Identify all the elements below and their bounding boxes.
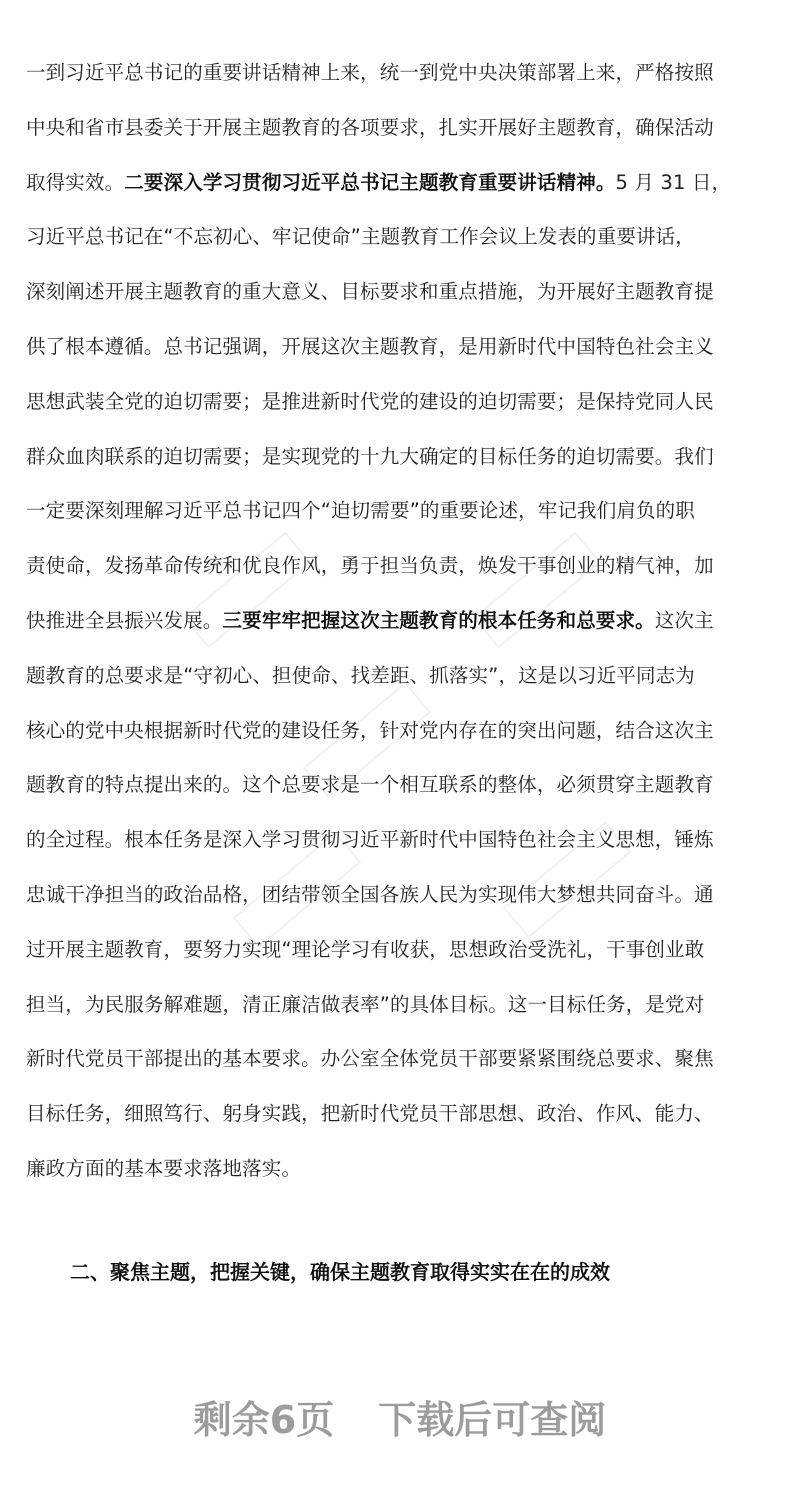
text-line [26,320,786,375]
bold-text-run: 二要深入学习贯彻习近平总书记主题教育重要讲话精神。 [124,170,616,194]
text-run: 中央和省市县委关于开展主题教育的各项要求，扎实开展好主题教育，确保活动 [26,115,714,139]
text-run: 快推进全县振兴发展。 [26,608,223,632]
text-run: 廉政方面的基本要求落地落实。 [26,1156,302,1180]
text-run: 一定要深刻理解习近平总书记四个“迫切需要”的重要论述，牢记我们肩负的职 [26,499,695,523]
text-run: 取得实效。 [26,170,125,194]
text-run: 深刻阐述开展主题教育的重大意义、目标要求和重点措施，为开展好主题教育提 [26,280,714,304]
text-run: 新时代党员干部提出的基本要求。办公室全体党员干部要紧紧围绕总要求、聚焦 [26,1047,714,1071]
bold-text-run: 三要牢牢把握这次主题教育的根本任务和总要求。 [222,608,655,632]
text-run: 习近平总书记在“不忘初心、牢记使命”主题教育工作会议上发表的重要讲话， [26,225,695,249]
text-run: 供了根本遵循。总书记强调，开展这次主题教育，是用新时代中国特色社会主义 [26,334,714,358]
section-heading: 二、聚焦主题，把握关键，确保主题教育取得实实在在的成效 [70,1260,610,1284]
text-line [26,649,786,704]
text-line [26,758,786,813]
text-line [26,978,786,1033]
text-line [26,868,786,923]
text-line [26,101,786,156]
text-run: 责使命，发扬革命传统和优良作风，勇于担当负责，焕发干事创业的精气神，加 [26,554,714,578]
text-run: 的全过程。根本任务是深入学习贯彻习近平新时代中国特色社会主义思想，锤炼 [26,828,714,852]
text-run: 一到习近平总书记的重要讲话精神上来，统一到党中央决策部署上来，严格按照 [26,61,714,84]
text-run: 目标任务，细照笃行、躬身实践，把新时代党员干部思想、政治、作风、能力、 [26,1102,714,1126]
text-line [26,46,786,101]
text-run: 思想武装全党的迫切需要；是推进新时代党的建设的迫切需要；是保持党同人民 [26,389,714,413]
text-line [26,484,786,539]
text-run: 5 月 31 日， [615,170,732,194]
text-line [26,210,786,265]
text-line [26,156,786,211]
text-run: 群众血肉联系的迫切需要；是实现党的十九大确定的目标任务的迫切需要。我们 [26,444,714,468]
text-line [26,1032,786,1087]
text-line [26,375,786,430]
text-run: 过开展主题教育，要努力实现“理论学习有收获，思想政治受洗礼，干事创业敢 [26,937,705,961]
text-line [26,704,786,759]
text-line [26,813,786,868]
text-run: 题教育的总要求是“守初心、担使命、找差距、抓落实”，这是以习近平同志为 [26,663,695,687]
text-line [26,265,786,320]
remaining-pages-label: 剩余6页 [193,1398,335,1442]
download-hint-label: 下载后可查阅 [378,1398,607,1442]
text-line [26,539,786,594]
text-line [26,1142,786,1197]
text-line [26,923,786,978]
text-run: 题教育的特点提出来的。这个总要求是一个相互联系的整体，必须贯穿主题教育 [26,773,714,797]
remaining-pages-notice[interactable] [0,1390,800,1450]
text-run: 核心的党中央根据新时代党的建设任务，针对党内存在的突出问题，结合这次主 [26,718,714,742]
text-run: 这次主 [654,608,714,632]
text-line [26,1087,786,1142]
text-run: 担当，为民服务解难题，清正廉洁做表率”的具体目标。这一目标任务，是党对 [26,992,705,1016]
text-line [26,430,786,485]
text-run: 忠诚干净担当的政治品格，团结带领全国各族人民为实现伟大梦想共同奋斗。通 [26,882,714,906]
body-text [26,46,786,1197]
text-line [26,594,786,649]
